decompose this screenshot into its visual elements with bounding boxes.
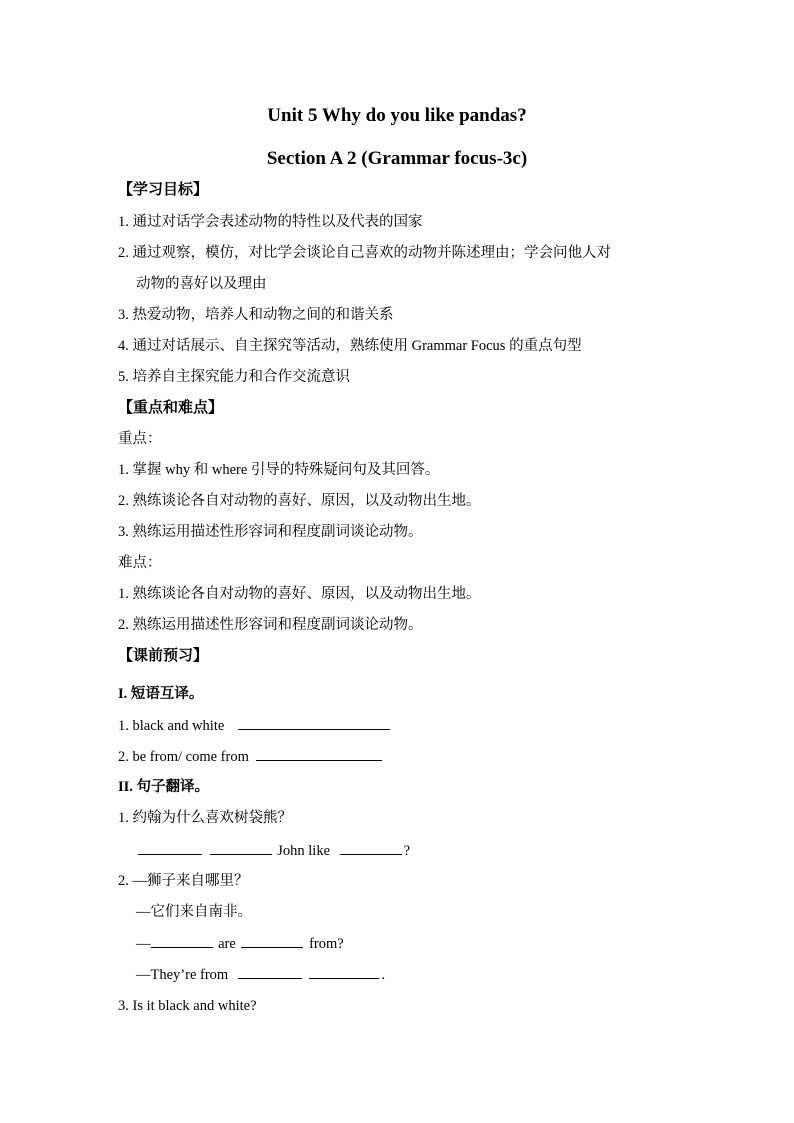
part1-label: I. 短语互译。 (118, 686, 204, 702)
key-item: 3. 熟练运用描述性形容词和程度副词谈论动物。 (118, 524, 423, 540)
sentence-fixed-text: —They’re from (136, 967, 229, 983)
section-title: Section A 2 (Grammar focus-3c) (266, 148, 528, 169)
answer-blank[interactable] (309, 964, 379, 979)
answer-blank[interactable] (238, 715, 390, 730)
objective-item: 3. 热爱动物，培养人和动物之间的和谐关系 (118, 307, 394, 323)
answer-blank[interactable] (210, 840, 272, 855)
difficulty-item: 1. 熟练谈论各自对动物的喜好、原因，以及动物出生地。 (118, 586, 481, 602)
objective-item-continued: 动物的喜好以及理由 (136, 276, 267, 292)
answer-blank[interactable] (340, 840, 402, 855)
sentence-fixed-text: — (136, 936, 151, 952)
sentence-fixed-text: John like (277, 843, 331, 859)
sentence-answer-hint: —它们来自南非。 (136, 904, 252, 920)
key-label: 重点： (118, 431, 162, 447)
sentence-answer-line (136, 840, 410, 861)
part2-label: II. 句子翻译。 (118, 779, 210, 795)
sentence-fixed-text: ? (403, 843, 411, 859)
sentence-fixed-text: are (218, 936, 236, 952)
objectives-heading: 【学习目标】 (118, 182, 209, 198)
difficulty-item: 2. 熟练运用描述性形容词和程度副词谈论动物。 (118, 617, 423, 633)
objective-item: 1. 通过对话学会表述动物的特性以及代表的国家 (118, 214, 423, 230)
objective-item: 5. 培养自主探究能力和合作交流意识 (118, 369, 350, 385)
keypoints-heading: 【重点和难点】 (118, 400, 224, 416)
answer-blank[interactable] (256, 746, 382, 761)
answer-blank[interactable] (138, 840, 202, 855)
phrase-text: 1. black and white (118, 718, 225, 734)
sentence-question: 3. Is it black and white? (118, 998, 257, 1014)
sentence-answer-line (136, 964, 385, 985)
difficulty-label: 难点： (118, 555, 162, 571)
answer-blank[interactable] (238, 964, 302, 979)
unit-title: Unit 5 Why do you like pandas? (267, 105, 527, 126)
objective-item: 4. 通过对话展示、自主探究等活动，熟练使用 Grammar Focus 的重点句型 (118, 338, 582, 354)
key-item: 2. 熟练谈论各自对动物的喜好、原因，以及动物出生地。 (118, 493, 481, 509)
answer-blank[interactable] (241, 933, 303, 948)
answer-blank[interactable] (151, 933, 213, 948)
sentence-fixed-text: from? (309, 936, 344, 952)
key-item: 1. 掌握 why 和 where 引导的特殊疑问句及其回答。 (118, 462, 440, 478)
sentence-question: 1. 约翰为什么喜欢树袋熊？ (118, 810, 292, 826)
sentence-fixed-text: . (381, 967, 386, 983)
objective-item: 2. 通过观察，模仿，对比学会谈论自己喜欢的动物并陈述理由；学会问他人对 (118, 245, 611, 261)
sentence-question: 2. —狮子来自哪里？ (118, 873, 249, 889)
preview-heading: 【课前预习】 (118, 648, 209, 664)
sentence-answer-line (136, 933, 344, 954)
phrase-text: 2. be from/ come from (118, 749, 249, 765)
phrase-item (118, 715, 392, 736)
phrase-item (118, 746, 384, 767)
